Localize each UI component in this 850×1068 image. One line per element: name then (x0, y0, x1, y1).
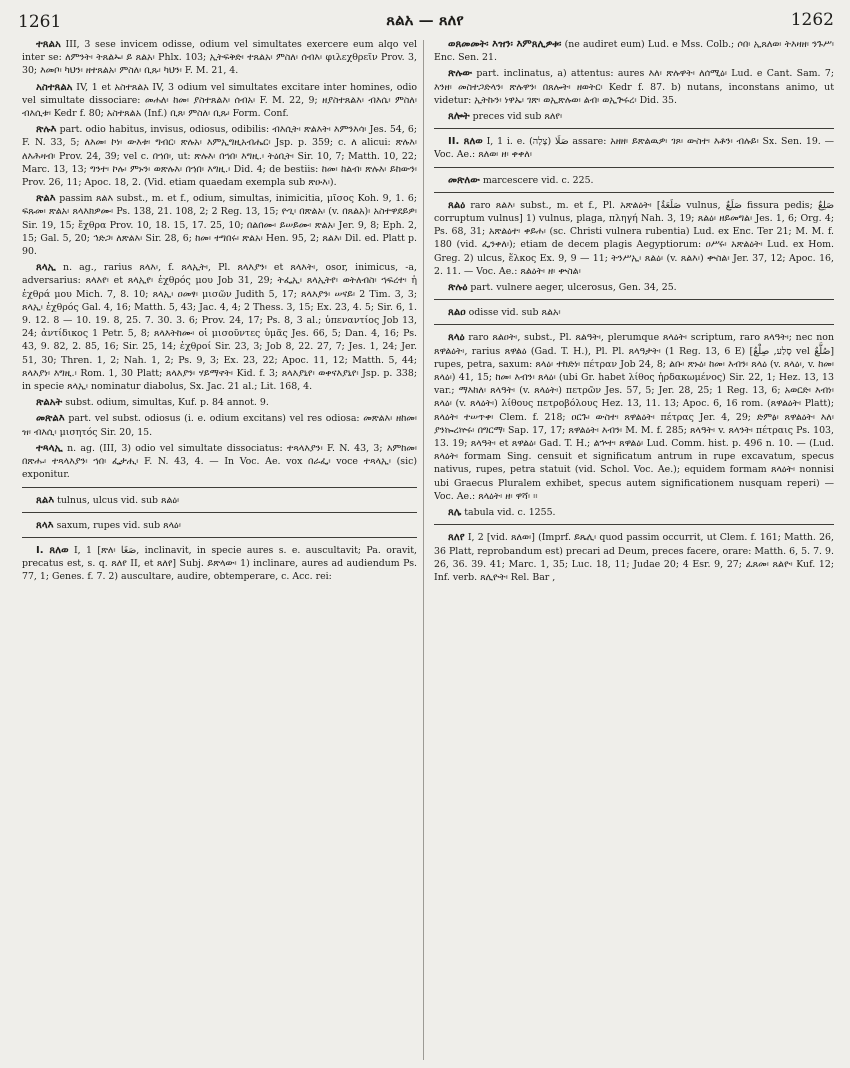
entry: ጽሉው part. inclinatus, a) attentus: aures እለ፡ ጽሉዋት፡ ለሰሚዕ፡ Lud. e Cant. Sam. 7; እንዘ፡ መስተጋድላን፡ ጽሉዋን፡ በጸሎት፡ ዘወትር፡ Kedr f. 87. b) nutans, inconstans animo, ut videtur: ኢትኩን፡ ነዋኤ፡ ገጽ፡ ወኢጽሉወ፡ ልብ፡ ወኢጕሩረ፡ Did. 35. (434, 68, 834, 106)
entry: ጸልዕ raro ጸልእ፡ subst., m. et f., Pl. አጽልዕት፡ [صَلَعَةٌ vulnus, صَلَعٌ fissura pedis; صَلِعٌ corruptum vulnus] 1) vulnus, plaga, πληγή Nah. 3, 19; ጸልዕ፡ ዘይመግል፡ Jes. 1, 6; Org. 4; Ps. 68, 31; አጽልዕተ፡ ቀይሐ፡ (sc. Christi vulnera rubentia) Lud. ex Enc. Ter 21; M. M. f. 180 (vid. ፌንቀለ፡); etiam de decem plagis Aegyptiorum: ዐሥሩ፡ አጽልዕት፡ Lud. ex Hom. Greg. 2) ulcus, ἕλκος Ex. 9, 9 — 11; ትንሥኢ፡ ጸልዕ፡ (v. ጸልእ፡) ቍስል፡ Jer. 37, 12; Apoc. 16, 2. 11. — Voc. Ae.: ጸልዕት፡ ዘ፡ ቍስል፡ (434, 199, 834, 277)
cross-reference: ጸልእ tulnus, ulcus vid. sub ጸልዕ፡ (36, 494, 180, 506)
column-divider (423, 40, 424, 1060)
page-number-left: 1261 (18, 12, 62, 32)
section-rule (434, 192, 834, 193)
section-rule (434, 324, 834, 325)
cross-reference: ጸልዐ odisse vid. sub ጸልአ፡ (448, 307, 561, 319)
cross-reference: መጽለው marcescere vid. c. 225. (448, 174, 594, 186)
entry: ጸለየ I, 2 [vid. ጸለወ፡] (Imprf. ይጼሊ፡ quod passim occurrit, ut Clem. f. 161; Matth. 26, 36 Platt, reprobandum est) precari ad Deum, preces facere, orare: Matth. 6, 5. 7. 9. 26, 36. 39. 41; Marc. 1, 35; Luc. 18, 11; Judae 20; 4 Esr. 9, 27; ፈጸመ፡ ጸልዮ፡ Kuf. 12; Inf. verb. ጸሊዮት፡ Rel. Bar , (434, 532, 834, 583)
section-rule (22, 512, 417, 513)
entry: II. ጸለወ I, 1 i. e. صَلَا (צָלָה) assare: አዘዘ፡ ይጽልዉዎ፡ ገጾ፡ ውስተ፡ እቶን፡ ብሉይ፡ Sx. Sen. 19. — Voc. Ae.: ጸለወ፡ ዘ፡ ቀቀለ፡ (434, 136, 834, 161)
section-rule (434, 299, 834, 300)
section-rule (22, 487, 417, 488)
entry: ጽሉዕ part. vulnere aeger, ulcerosus, Gen. 34, 25. (448, 282, 677, 294)
entry: ጸላዕ raro ጸልዐት፡, subst., Pl. ጸልዓት፡, plerumque ጸላዕት፡ scriptum, raro ጸላዓት፡; nec non ጸዋልዕት፡, rarius ጸዋልዕ (Gad. T. H.), Pl. Pl. ጸላዓታት፡ (1 Reg. 13, 6 E) [סֶלַע, صِلْعٌ vel صُلَّعٌ] rupes, petra, saxum: ጸላዕ፡ ተከድነ፡ πέτραν Job 24, 8; ልቡ፡ ጽኑዕ፡ ከመ፡ እብን፡ ጸላዕ (v. ጸላዕ፡, v. ከመ፡ ጸላዕ፡) 41, 15; ከመ፡ እብን፡ ጸላዕ፡ (ubi Gr. habet λίθος ἡρδακωμένος) Sir. 22, 1; Hez. 13, 13 var.; ማእከለ፡ ጸላዓት፡ (v. ጸላዕት፡) πετρῶν Jes. 57, 5; Jer. 28, 25; 1 Reg. 13, 6; አወርድ፡ እብነ፡ ጸላዕ፡ (v. ጸላዕት፡) λίθους πετροβόλους Hez. 13, 11. 13; Apoc. 6, 16 rom. (ጸዋልዕት፡ Platt); ጸላዕት፡ ተሠጥቀ፡ Clem. f. 218; ዐርጉ፡ ውስተ፡ ጸዋልዕት፡ πέτρας Jer. 4, 29; ድምፅ፡ ጸዋልዕት፡ እለ፡ ያንኰረኵሩ፡ በግርማ፡ Sap. 17, 17; ጸዋልዕት፡ እብን፡ M. M. f. 285; ጸላዓት፡ v. ጸላንት፡ πέτραις Ps. 103, 13. 19; ጸላዓት፡ et ጸዋልዕ፡ Gad. T. H.; ልኍተ፡ ጸዋልዕ፡ Lud. Comm. hist. p. 496 n. 10. — (Lud. ጸላዕት፡ formam Sing. censuit et significatum antrum in rupe excavatum, specus nativus, rupes, petra statuit (vid. Schol. Voc. Ae.); equidem formam ጸላዕት፡ nonnisi ubi Graecus Pluralem exhibet, specus autem significationem nusquam reperi) — Voc. Ae.: ጸላዕት፡ ዘ፡ ዋሻ፡ ። (434, 332, 834, 502)
entry: ጽሉእ part. odio habitus, invisus, odiosus, odibilis: ብእሲት፡ ጽልእት፡ እምንእሳ፡ Jes. 54, 6; F. N. 33, 5; ለእመ፡ ኮነ፡ ውእቱ፡ ግብር፡ ጽሉአ፡ እምኢግዚአብሔር፡ Jsp. p. 359; c. ለ alicui: ጽሉእ፡ ለእሕዛብ፡ Prov. 24, 39; vel c. በኀበ፡, ut: ጽሉእ፡ በኀበ፡ እግዚ.፡ ትዕቢት፡ Sir. 10, 7; Matth. 10, 22; Marc. 13, 13; ግንተ፡ ኮሉ፡ ምኑን፡ ወጽሉእ፡ በኀበ፡ እግዚ.፡ Did. 4; de bestiis: ከመ፡ ከልብ፡ ጽሉእ፡ ይከውን፡ Prov. 26, 11; Apoc. 18, 2. (Vid. etiam quaedam exempla sub ጽዑእ፡). (22, 124, 417, 189)
section-rule (434, 167, 834, 168)
entry: ጽልእ passim ጸልእ subst., m. et f., odium, simultas, inimicitia, μῖσος Koh. 9, 1. 6; ፍጹመ፡ ጽልአ፡ ጸላእክዎሙ፡ Ps. 138, 21. 108, 2; 2 Reg. 13, 15; ዮጊ፡ በጽልአ፡ (v. በጸልአ)፡ አስተዋደይዎ፡ Sir. 19, 15; ἔχθρα Prov. 10, 18. 15, 17. 25, 10; በልበሙ፡ ይሠይሙ፡ ጽልአ፡ Jer. 9, 8; Eph. 2, 15; Gal. 5, 20; ኅድጋ፡ ለጽልእ፡ Sir. 28, 6; ከመ፡ ተግበሩ፡ ጽልአ፡ Hen. 95, 2; ጸልእ፡ Dil. ed. Platt p. 90. (22, 193, 417, 258)
entry-continuation: ወጸመመት፡ እዝን፡ እምጸሊዎቱ፡ (ne audiret eum) Lud. e Mss. Colb.; ሶበ፡ ኢጸለወ፡ ትእዛዘ፡ ንጉሥ፡ Enc. Sen. 21. (434, 39, 834, 64)
page-number-right: 1262 (790, 10, 834, 30)
entry: ጸሎት preces vid sub ጸለየ፡ (448, 111, 563, 123)
running-title: ጸልአ — ጸለየ (386, 11, 464, 29)
entry: ጸሌ tabula vid. c. 1255. (448, 507, 556, 519)
entry: መጽልእ part. vel subst. odiosus (i. e. odium excitans) vel res odiosa: መጽልእ፡ ዘከመ፡ ዝ፡ ብእሲ፡ μισητός Sir. 20, 15. (22, 413, 417, 438)
entry: ጽልአት subst. odium, simultas, Kuf. p. 84 annot. 9. (36, 397, 269, 409)
left-column (22, 38, 417, 1063)
entry: ተጸልአ III, 3 sese invicem odisse, odium vel simultates exercere eum alqo vel inter se: ለምንት፡ ትጸልኡ፡ ይ ጸልአ፡ Phlx. 103; ኢትፍቅድ፡ ተጸልአ፡ ምስለ፡ ሰብእ፡ φιλεχθρεῖν Prov. 3, 30; እመቦ፡ ካህን፡ ዘተጸልአ፡ ምስለ፡ ቢጹ፡ ካህን፡ F. M. 21, 4. (22, 39, 417, 77)
right-column (434, 38, 834, 1063)
section-rule (22, 537, 417, 538)
page-header (0, 0, 850, 34)
entry: I. ጸለወ I, 1 [ጽለ፡ صَغَا, inclinavit, in specie aures s. e. auscultavit; Pa. oravit, precatus est, s. q. ጸለየ II, et ጸለየ] Subj. ይጽላው፡ 1) inclinare, aures ad audiendum Ps. 77, 1; Genes. f. 7. 2) auscultare, audire, obtemperare, c. Acc. rei: (22, 544, 417, 583)
entry: ጸላኢ n. ag., rarius ጸላእ፡, f. ጸላኢት፡, Pl. ጸላእያን፡ et ጸላእት፡, osor, inimicus, -a, adversarius: ጸላእየ፡ et ጸላኢየ፡ ἐχθρός μου Job 31, 29; ትፌኢ፡ ጸላኢትየ፡ ወትለብስ፡ ኀፍረተ፡ ἡ ἐχθρά μου Mich. 7, 8. 10; ጸላኢ፡ ዐመፃ፡ μισῶν Judith 5, 17; ጸላእያን፡ ሠናይ፡ 2 Tim. 3, 3; ጸላኢ፡ ἐχθρός Gal. 4, 16; Matth. 5, 43; Jac. 4, 4; 2 Thess. 3, 15; Ex. 23, 4. 5; Sir. 6, 1. 9. 12. 8 — 10. 19. 8, 25. 7. 30. 3. 6; Prov. 24, 17; Ps. 8, 3 al.; ὑπεναντίος Job 13, 24; ἀντίδικος 1 Petr. 5, 8; ጸላእትከሙ፡ οἱ μισοῦντες ὑμᾶς Jes. 66, 5; Dan. 4, 16; Ps. 43, 9. 82, 2. 85, 16; Sir. 25, 14; ἐχθροί Sir. 23, 3; Job 8, 22. 27, 7; Jes. 1, 24; Jer. 51, 30; Thren. 1, 2; Nah. 1, 2; Ps. 9, 3; Ex. 23, 22; Apoc. 11, 12; Matth. 5, 44; ጸላእያነ፡ እግዚ.፡ Rom. 1, 30 Platt; ጸላእያን፡ ሃይማኖት፡ Kid. f. 3; ጸላእያኒየ፡ ወቀናእያኒየ፡ Jsp. p. 338; in specie ጸላኢ፡ nominatur diabolus, Sx. Jac. 21 al.; Lit. 168, 4. (22, 262, 417, 393)
section-rule (434, 524, 834, 525)
cross-reference: ጸላእ saxum, rupes vid. sub ጸላዕ፡ (36, 519, 181, 531)
section-rule (434, 128, 834, 129)
entry: ተጻላኢ n. ag. (III, 3) odio vel simultate dissociatus: ተጻላእያን፡ F. N. 43, 3; እምከመ፡ በጽሑ፡ ተጻላእያን፡ ኀበ፡ ፌታሒ፡ F. N. 43, 4. — In Voc. Ae. vox በራፌ፡ voce ተጻላኢ፡ (sic) exponitur. (22, 442, 417, 481)
entry: አስተጸልአ IV, 1 et አስተጸልአ IV, 3 odium vel simultates excitare inter homines, odio vel simultate dissociare: መሐለ፡ ከመ፡ ያስተጸልእ፡ ሰብአ፡ F. M. 22, 9; ዘያስተጸልእ፡ ብእሴ፡ ምስለ፡ ብእሲቱ፡ Kedr f. 80; አስተጸልአ (Inf.) ቢጸ፡ ምስለ፡ ቢጹ፡ Form. Conf. (22, 81, 417, 120)
